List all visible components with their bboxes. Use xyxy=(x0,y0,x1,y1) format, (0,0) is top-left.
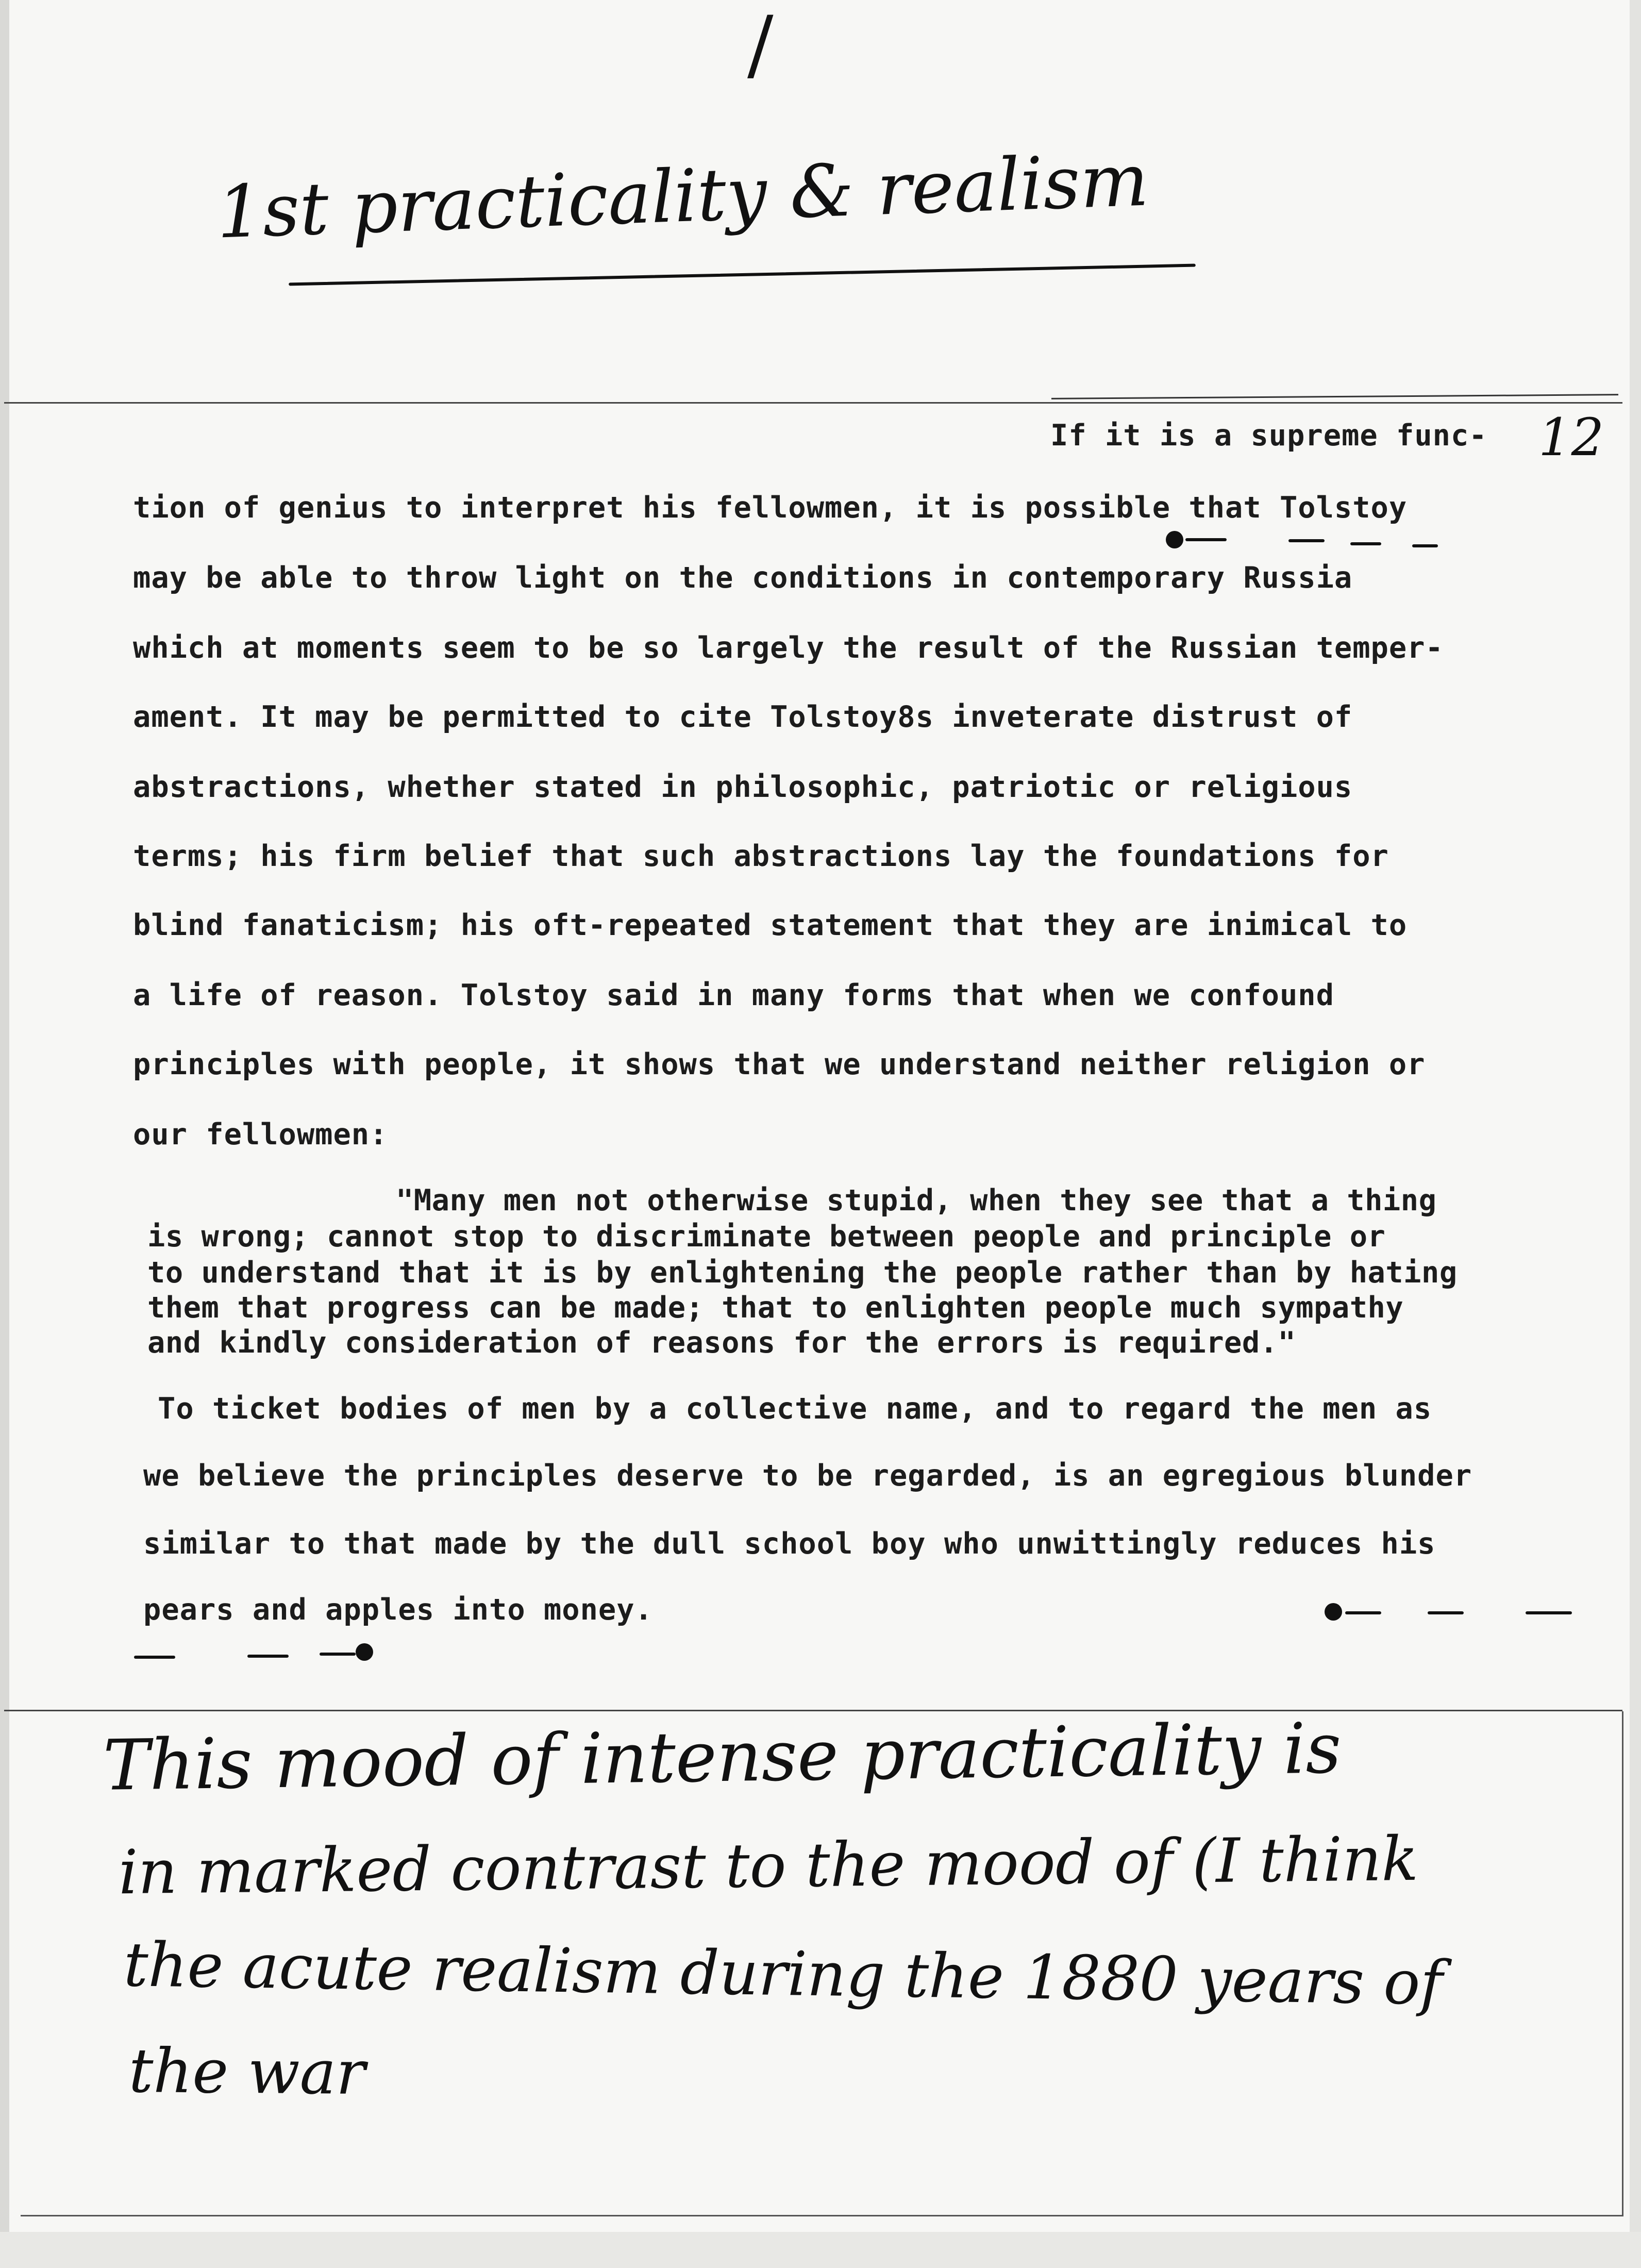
pencil-dash-mark xyxy=(1412,544,1438,547)
pencil-dash-mark xyxy=(1185,538,1227,541)
typed-line: blind fanaticism; his oft-repeated statement that they are inimical to xyxy=(133,908,1408,942)
typed-line: If it is a supreme func- xyxy=(1050,419,1487,453)
quote-line: to understand that it is by enlightening the people rather than by hating xyxy=(147,1256,1458,1290)
typed-line: principles with people, it shows that we understand neither religion or xyxy=(133,1047,1426,1081)
typed-line: ament. It may be permitted to cite Tolstoy8s inveterate distrust of xyxy=(133,700,1353,734)
quote-line: and kindly consideration of reasons for the errors is required." xyxy=(147,1326,1296,1360)
pencil-dot-mark xyxy=(1166,531,1183,548)
pencil-dash-mark xyxy=(134,1656,175,1659)
pencil-dash-mark xyxy=(1526,1611,1572,1614)
typed-line: tion of genius to interpret his fellowmen, it is possible that Tolstoy xyxy=(133,491,1408,525)
top-slash-mark: / xyxy=(747,0,774,90)
typed-line: similar to that made by the dull school boy who unwittingly reduces his xyxy=(143,1527,1436,1561)
scan-edge-right xyxy=(1630,0,1641,2268)
typed-line: pears and apples into money. xyxy=(143,1593,653,1627)
typed-line: which at moments seem to be so largely the result of the Russian temper- xyxy=(133,631,1444,665)
typed-line: abstractions, whether stated in philosophic, patriotic or religious xyxy=(133,770,1353,804)
pencil-dot-mark xyxy=(356,1643,373,1661)
pencil-dash-mark xyxy=(1288,539,1325,542)
quote-line: them that progress can be made; that to enlighten people much sympathy xyxy=(147,1291,1404,1325)
handwritten-heading: 1st practicality & realism xyxy=(215,138,1150,255)
pencil-dash-mark xyxy=(1345,1611,1381,1614)
handwritten-note-line: the war xyxy=(128,2035,366,2108)
typed-line: may be able to throw light on the conditions in contemporary Russia xyxy=(133,561,1353,595)
typed-line: a life of reason. Tolstoy said in many forms that when we confound xyxy=(133,978,1334,1012)
handwritten-note-line: the acute realism during the 1880 years of xyxy=(123,1929,1444,2019)
pencil-dash-mark xyxy=(1350,542,1381,545)
slip-top-edge xyxy=(1051,394,1618,399)
quote-line: "Many men not otherwise stupid, when they see that a thing xyxy=(396,1183,1437,1218)
pencil-dash-mark xyxy=(247,1655,289,1658)
pencil-dash-mark xyxy=(1428,1611,1464,1614)
pencil-dash-mark xyxy=(320,1653,356,1656)
typed-line: we believe the principles deserve to be regarded, is an egregious blunder xyxy=(143,1459,1472,1493)
quote-line: is wrong; cannot stop to discriminate between people and principle or xyxy=(147,1220,1386,1254)
typed-line: terms; his firm belief that such abstractions lay the foundations for xyxy=(133,839,1389,873)
typed-line: To ticket bodies of men by a collective name, and to regard the men as xyxy=(158,1392,1432,1426)
handwritten-note-line: This mood of intense practicality is xyxy=(103,1708,1342,1806)
handwritten-note-line: in marked contrast to the mood of (I think xyxy=(118,1823,1419,1908)
margin-page-number: 12 xyxy=(1538,407,1604,468)
scan-edge-bottom xyxy=(0,2232,1641,2268)
pencil-dot-mark xyxy=(1325,1603,1342,1621)
typed-line: our fellowmen: xyxy=(133,1118,388,1152)
heading-underline xyxy=(289,264,1196,286)
